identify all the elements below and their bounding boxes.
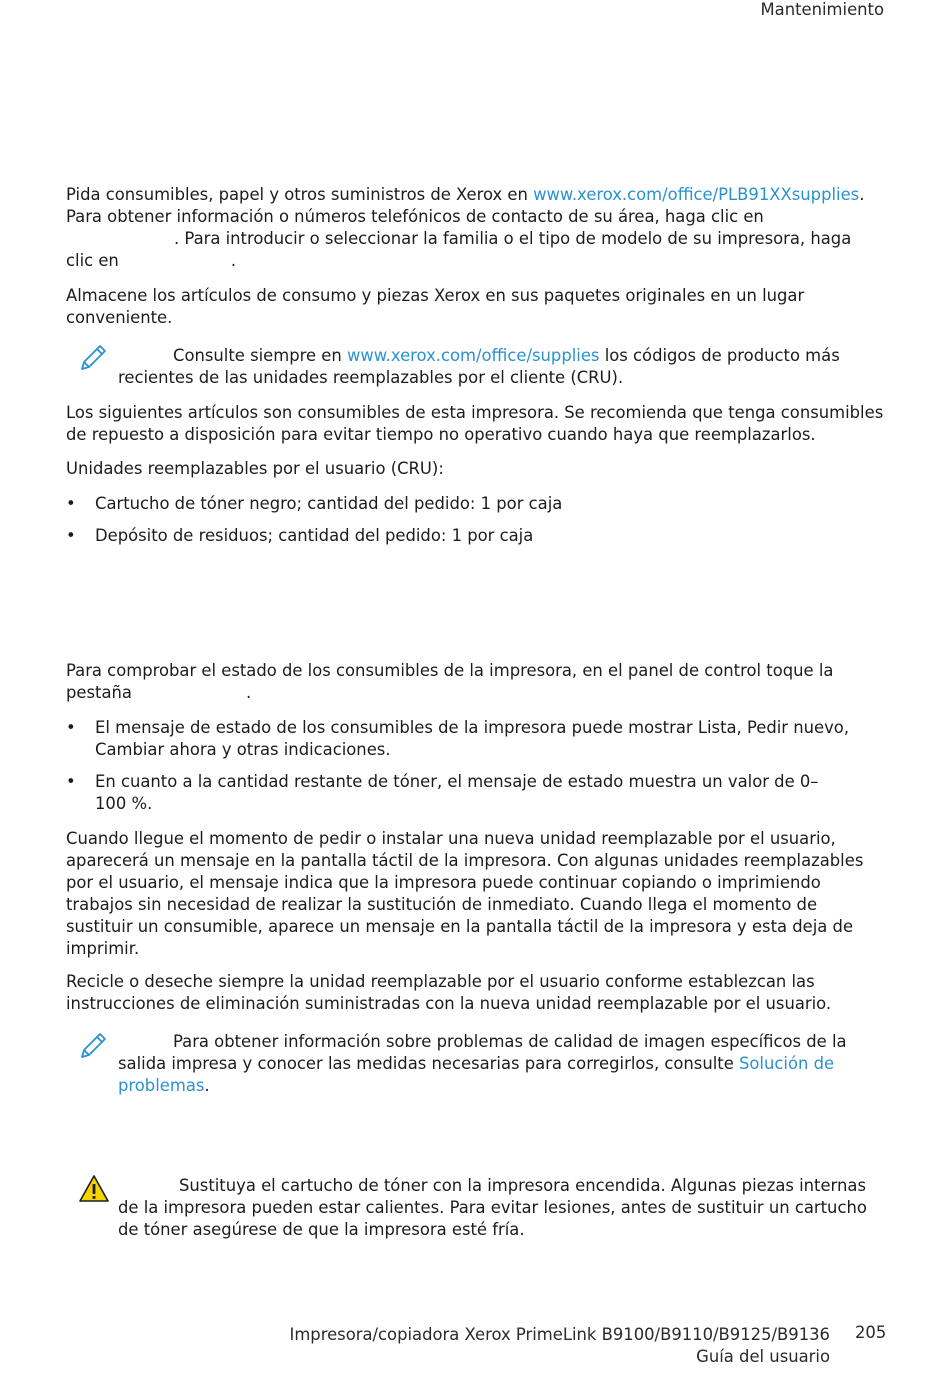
list-item — [66, 525, 866, 547]
list-item-text: Cartucho de tóner negro; cantidad del pedido: 1 por caja — [95, 494, 563, 513]
ordering-paragraph — [66, 184, 886, 272]
bullet: • — [66, 772, 76, 791]
ordering-line3: . Para introducir o seleccionar la familia o el tipo de modelo de su impresora, haga — [174, 229, 852, 248]
note1-line2: recientes de las unidades reemplazables por el cliente (CRU). — [118, 368, 624, 387]
warning-icon — [78, 1174, 110, 1204]
ordering-line4: clic en — [66, 251, 119, 270]
ordering-line2: Para obtener información o números telefónicos de contacto de su área, haga clic en — [66, 207, 764, 226]
status-message-paragraph: Cuando llegue el momento de pedir o instalar una nueva unidad reemplazable por el usuario, aparecerá un mensaje en la pantalla táctil de la impresora. Con algunas unidades reemplazables por el usuario, el mensaje indica que la impresora puede continuar copiando o imprimiendo trabajos sin necesidad de realizar la sustitución de inmediato. Cuando llega el momento de sustituir un consumible, aparece un mensaje en la pantalla táctil de la impresora y esta deja de imprimir. — [66, 829, 864, 958]
status-line2-period: . — [245, 683, 252, 702]
list-item-text: Depósito de residuos; cantidad del pedido: 1 por caja — [95, 526, 534, 545]
supplies-link[interactable]: www.xerox.com/office/PLB91XXsupplies — [533, 185, 860, 204]
pencil-note-icon — [78, 342, 108, 372]
footer-guide: Guía del usuario — [696, 1347, 830, 1366]
list-item — [66, 717, 866, 761]
running-header: Mantenimiento — [760, 0, 884, 19]
supplies-link-2[interactable]: www.xerox.com/office/supplies — [346, 346, 600, 365]
warning-line1: Sustituya el cartucho de tóner con la impresora encendida. Algunas piezas internas — [179, 1176, 866, 1195]
pencil-note-icon — [78, 1030, 108, 1060]
status-paragraph — [66, 660, 886, 704]
footer-product: Impresora/copiadora Xerox PrimeLink B9100/B9110/B9125/B9136 — [289, 1325, 830, 1344]
storage-paragraph: Almacene los artículos de consumo y piezas Xerox en sus paquetes originales en un lugar conveniente. — [66, 286, 805, 327]
note1-text: Consulte siempre en — [173, 346, 347, 365]
note-image-quality — [118, 1031, 863, 1097]
note-supplies — [118, 345, 863, 389]
warning-line2: de la impresora pueden estar calientes. Para evitar lesiones, antes de sustituir un cartucho — [118, 1198, 867, 1217]
bullet: • — [66, 494, 76, 513]
note2-line1: Para obtener información sobre problemas de calidad de imagen específicos de la — [173, 1032, 847, 1051]
ordering-line4-period: . — [230, 251, 237, 270]
status-line2: pestaña — [66, 683, 132, 702]
note2-line2: salida impresa y conocer las medidas necesarias para corregirlos, consulte — [118, 1054, 739, 1073]
page-number: 205 — [855, 1323, 887, 1342]
list-item-text — [95, 771, 865, 815]
recycle-paragraph: Recicle o deseche siempre la unidad reemplazable por el usuario conforme establezcan las instrucciones de eliminación suministradas con la nueva unidad reemplazable por el usuario. — [66, 972, 832, 1013]
cru-heading: Unidades reemplazables por el usuario (CRU): — [66, 459, 444, 478]
ordering-text: Pida consumibles, papel y otros suministros de Xerox en — [66, 185, 534, 204]
toner-line1: En cuanto a la cantidad restante de tóner, el mensaje de estado muestra un valor de 0– — [95, 772, 819, 791]
status-line1: Para comprobar el estado de los consumibles de la impresora, en el panel de control toque la — [66, 661, 834, 680]
list-item — [66, 771, 866, 815]
troubleshooting-link[interactable]: Solución de — [739, 1054, 835, 1073]
bullet: • — [66, 526, 76, 545]
warning-text — [118, 1175, 878, 1241]
toner-line2: 100 %. — [95, 794, 153, 813]
list-item-text: El mensaje de estado de los consumibles de la impresora puede mostrar Lista, Pedir nuevo, Cambiar ahora y otras indicaciones. — [95, 718, 850, 759]
note2-period: . — [204, 1076, 210, 1095]
bullet: • — [66, 718, 76, 737]
note1-text-b: los códigos de producto más — [599, 346, 840, 365]
warning-line3: de tóner asegúrese de que la impresora esté fría. — [118, 1220, 525, 1239]
troubleshooting-link-cont[interactable]: problemas — [118, 1076, 205, 1095]
consumables-intro: Los siguientes artículos son consumibles de esta impresora. Se recomienda que tenga consumibles de repuesto a disposición para evitar tiempo no operativo cuando haya que reemplazarlos. — [66, 403, 884, 444]
list-item — [66, 493, 866, 515]
ordering-period: . — [859, 185, 865, 204]
